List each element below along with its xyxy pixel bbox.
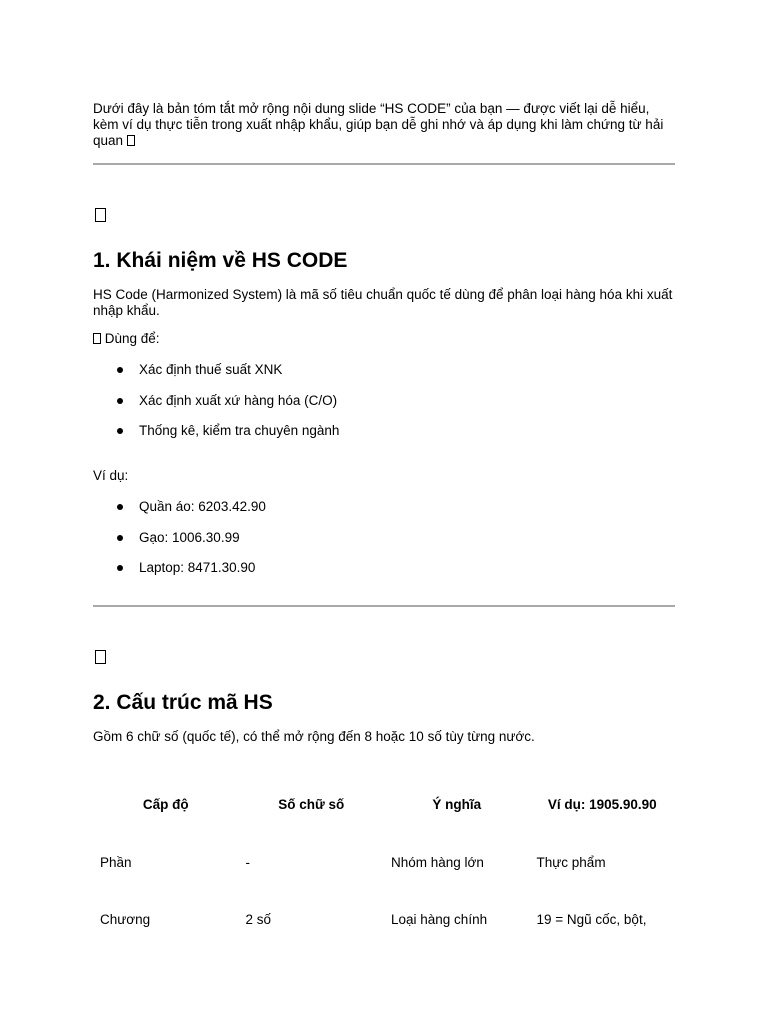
table-header-cell: Số chữ số: [278, 797, 345, 812]
intro-paragraph: [93, 101, 675, 149]
intro-text: Dưới đây là bản tóm tắt mở rộng nội dung slide “HS CODE” của bạn — được viết lại dễ hiểu, kèm ví dụ thực tiễn trong xuất nhập khẩu, giúp bạn dễ ghi nhớ và áp dụng khi làm chứng từ hải quan: [93, 101, 664, 148]
table-cell: 2 số: [245, 911, 272, 927]
section-divider: [93, 163, 675, 165]
table-row: [93, 834, 675, 891]
list-item: Gạo: 1006.30.99: [93, 530, 675, 561]
table-header-cell: Ý nghĩa: [432, 797, 482, 812]
section-1-heading: 1. Khái niệm về HS CODE: [93, 249, 348, 272]
hs-definition: HS Code (Harmonized System) là mã số tiêu chuẩn quốc tế dùng để phân loại hàng hóa khi xuất nhập khẩu.: [93, 287, 673, 318]
section-2-heading: 2. Cấu trúc mã HS: [93, 691, 273, 714]
missing-glyph-icon: [93, 333, 101, 344]
list-item: Xác định thuế suất XNK: [93, 362, 675, 393]
missing-glyph-icon: [95, 208, 106, 222]
hs-structure-table: [93, 776, 675, 948]
list-item: Xác định xuất xứ hàng hóa (C/O): [93, 393, 675, 424]
section-divider: [93, 605, 675, 607]
table-header-cell: Ví dụ: 1905.90.90: [547, 797, 657, 812]
table-cell: Phần: [100, 854, 132, 870]
table-cell: Thực phẩm: [536, 854, 606, 870]
table-header-cell: Cấp độ: [142, 797, 189, 812]
table-cell: 19 = Ngũ cốc, bột,: [536, 911, 647, 927]
table-cell: Nhóm hàng lớn: [391, 854, 484, 870]
uses-label: Dùng để:: [104, 331, 160, 346]
structure-description: Gồm 6 chữ số (quốc tế), có thể mở rộng đến 8 hoặc 10 số tùy từng nước.: [93, 729, 535, 744]
examples-label: Ví dụ:: [93, 468, 129, 483]
examples-list: [93, 499, 675, 591]
uses-list: [93, 362, 675, 454]
missing-glyph-icon: [95, 650, 106, 664]
list-item: Quần áo: 6203.42.90: [93, 499, 675, 530]
table-cell: Chương: [100, 911, 151, 927]
table-row: [93, 891, 675, 948]
table-header-row: [93, 776, 675, 834]
table-cell: Loại hàng chính: [391, 911, 488, 927]
list-item: Laptop: 8471.30.90: [93, 560, 675, 591]
list-item: Thống kê, kiểm tra chuyên ngành: [93, 423, 675, 454]
missing-glyph-icon: [127, 135, 135, 146]
table-cell: -: [245, 854, 250, 870]
uses-label-line: [93, 331, 675, 347]
